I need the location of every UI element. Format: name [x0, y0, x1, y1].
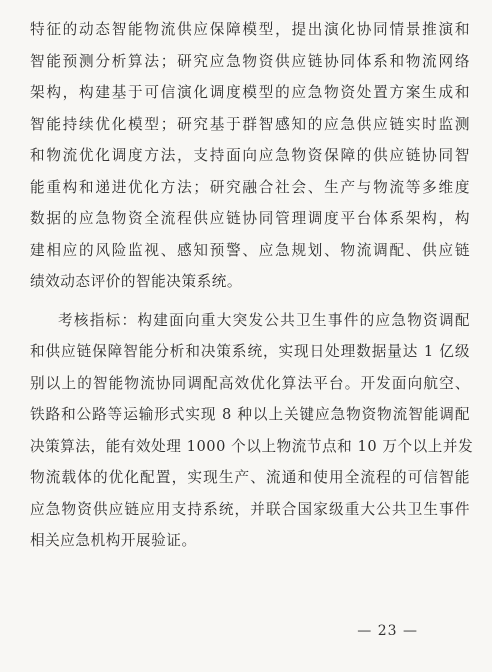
text-line: 智能持续优化模型；研究基于群智感知的应急供应链实时监测: [30, 115, 470, 133]
text-line: 应急物资供应链应用支持系统，并联合国家级重大公共卫生事件: [30, 500, 470, 518]
text-line: 能重构和递进优化方法；研究融合社会、生产与物流等多维度: [30, 178, 470, 196]
page-number-label: — 23 —: [357, 623, 418, 639]
text-line: 别以上的智能物流协同调配高效优化算法平台。开发面向航空、: [30, 374, 470, 392]
paragraph-research-content: [30, 14, 470, 298]
text-line: 决策算法，能有效处理 1000 个以上物流节点和 10 万个以上并发: [30, 437, 474, 455]
text-line: 数据的应急物资全流程供应链协同管理调度平台体系架构，构: [30, 210, 470, 227]
body-text: [30, 14, 474, 557]
text-line: 相关应急机构开展验证。: [30, 532, 197, 549]
text-line: 架构，构建基于可信演化调度模型的应急物资处置方案生成和: [30, 84, 470, 101]
paragraph-assessment-indicators: [30, 305, 474, 557]
text-line: 绩效动态评价的智能决策系统。: [30, 273, 243, 290]
text-line: 特征的动态智能物流供应保障模型，提出演化协同情景推演和: [30, 21, 470, 38]
text-line: 和供应链保障智能分析和决策系统，实现日处理数据量达 1 亿级: [30, 343, 470, 360]
text-line: 智能预测分析算法；研究应急物资供应链协同体系和物流网络: [30, 52, 470, 70]
text-line: 铁路和公路等运输形式实现 8 种以上关键应急物资物流智能调配: [30, 406, 470, 423]
text-line: 和物流优化调度方法，支持面向应急物资保障的供应链协同智: [30, 147, 470, 164]
text-line: 建相应的风险监视、感知预警、应急规划、物流调配、供应链: [30, 241, 470, 259]
paragraph-gap: [30, 298, 470, 305]
text-line: 物流载体的优化配置，实现生产、流通和使用全流程的可信智能: [30, 469, 470, 486]
text-line: 考核指标：构建面向重大突发公共卫生事件的应急物资调配: [58, 311, 470, 329]
page-number: [0, 623, 492, 639]
